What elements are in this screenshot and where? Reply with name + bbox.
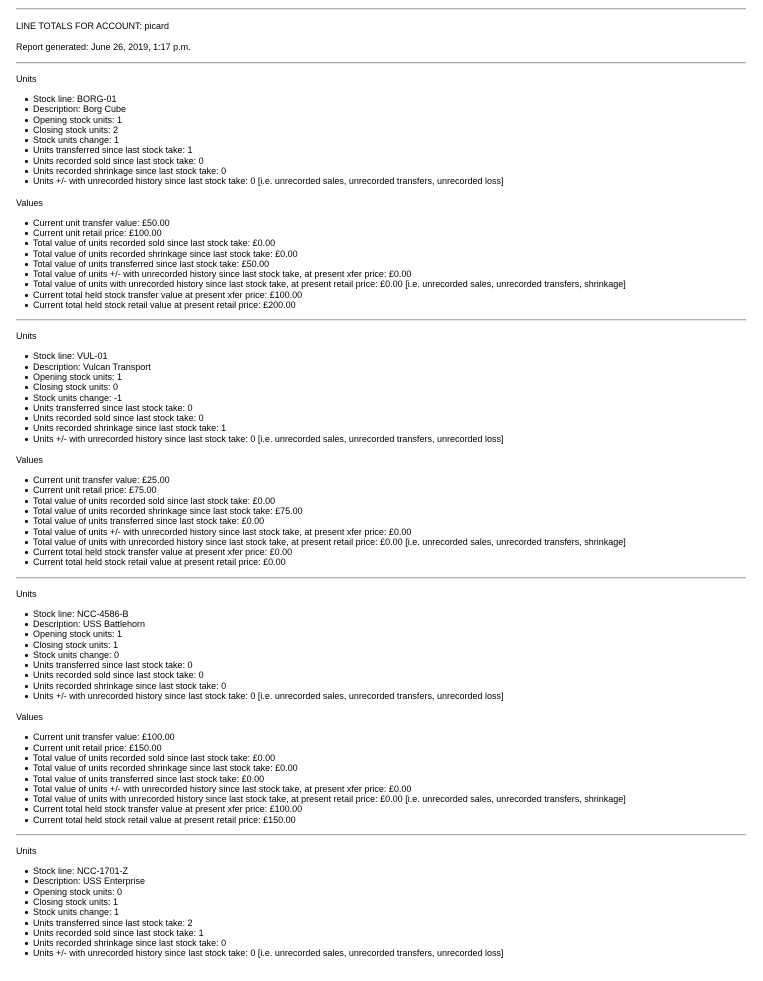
list-item: Total value of units with unrecorded history since last stock take, at present retail price: £0.00 [i.e. unrecorded sales, unrecorded transfers, shrinkage]	[33, 537, 746, 547]
values-heading: Values	[16, 197, 43, 208]
list-item: Current unit transfer value: £100.00	[33, 732, 746, 742]
list-item: Units recorded shrinkage since last stock take: 1	[33, 423, 746, 433]
list-item: Total value of units transferred since last stock take: £0.00	[33, 774, 746, 784]
stock-line-block	[16, 589, 746, 825]
values-heading: Values	[16, 455, 43, 466]
list-item: Current unit transfer value: £25.00	[33, 475, 746, 485]
units-heading: Units	[16, 846, 37, 857]
units-heading: Units	[16, 331, 37, 342]
list-item: Units transferred since last stock take: 1	[33, 145, 746, 155]
report-generated-date: Report generated: June 26, 2019, 1:17 p.m.	[16, 42, 191, 52]
report-title: LINE TOTALS FOR ACCOUNT: picard	[16, 21, 170, 31]
list-item: Opening stock units: 1	[33, 115, 746, 125]
list-item: Description: Borg Cube	[33, 104, 746, 114]
list-item: Current total held stock retail value at present retail price: £0.00	[33, 557, 746, 567]
units-heading: Units	[16, 588, 37, 599]
list-item: Description: USS Battlehorn	[33, 619, 746, 629]
list-item: Current total held stock retail value at present retail price: £150.00	[33, 815, 746, 825]
stock-line-blocks	[16, 62, 746, 959]
list-item: Units transferred since last stock take: 2	[33, 918, 746, 928]
stock-line-block	[16, 331, 746, 567]
list-item: Total value of units recorded shrinkage since last stock take: £0.00	[33, 249, 746, 259]
section-divider	[16, 834, 746, 836]
list-item: Total value of units +/- with unrecorded history since last stock take, at present xfer price: £0.00	[33, 784, 746, 794]
list-item: Stock line: VUL-01	[33, 351, 746, 361]
list-item: Current unit retail price: £150.00	[33, 743, 746, 753]
units-list	[16, 94, 746, 187]
list-item: Total value of units recorded shrinkage since last stock take: £0.00	[33, 763, 746, 773]
list-item: Stock line: NCC-4586-B	[33, 609, 746, 619]
list-item: Stock units change: -1	[33, 393, 746, 403]
list-item: Current unit transfer value: £50.00	[33, 218, 746, 228]
list-item: Units recorded shrinkage since last stock take: 0	[33, 166, 746, 176]
list-item: Stock units change: 0	[33, 650, 746, 660]
list-item: Units +/- with unrecorded history since last stock take: 0 [i.e. unrecorded sales, unrecorded transfers, unrecorded loss]	[33, 176, 746, 186]
top-divider	[16, 8, 746, 10]
list-item: Current total held stock transfer value at present xfer price: £100.00	[33, 290, 746, 300]
list-item: Stock units change: 1	[33, 135, 746, 145]
list-item: Opening stock units: 1	[33, 372, 746, 382]
list-item: Units +/- with unrecorded history since last stock take: 0 [i.e. unrecorded sales, unrecorded transfers, unrecorded loss]	[33, 948, 746, 958]
section-divider	[16, 62, 746, 64]
units-list	[16, 609, 746, 702]
units-heading: Units	[16, 74, 37, 84]
list-item: Current total held stock transfer value at present xfer price: £0.00	[33, 547, 746, 557]
list-item: Total value of units recorded sold since last stock take: £0.00	[33, 753, 746, 763]
section-divider	[16, 577, 746, 579]
units-list	[16, 866, 746, 959]
values-heading: Values	[16, 712, 43, 723]
list-item: Units transferred since last stock take: 0	[33, 660, 746, 670]
values-list	[16, 475, 746, 568]
stock-line-block	[16, 74, 746, 310]
list-item: Units recorded sold since last stock take: 0	[33, 670, 746, 680]
list-item: Closing stock units: 1	[33, 897, 746, 907]
list-item: Closing stock units: 0	[33, 382, 746, 392]
list-item: Closing stock units: 2	[33, 125, 746, 135]
list-item: Total value of units transferred since last stock take: £50.00	[33, 259, 746, 269]
list-item: Stock line: NCC-1701-Z	[33, 866, 746, 876]
list-item: Total value of units recorded sold since last stock take: £0.00	[33, 496, 746, 506]
list-item: Units +/- with unrecorded history since last stock take: 0 [i.e. unrecorded sales, unrecorded transfers, unrecorded loss]	[33, 434, 746, 444]
stock-line-block	[16, 846, 746, 959]
list-item: Total value of units +/- with unrecorded history since last stock take, at present xfer price: £0.00	[33, 269, 746, 279]
list-item: Units +/- with unrecorded history since last stock take: 0 [i.e. unrecorded sales, unrecorded transfers, unrecorded loss]	[33, 691, 746, 701]
list-item: Units recorded sold since last stock take: 0	[33, 156, 746, 166]
list-item: Closing stock units: 1	[33, 640, 746, 650]
list-item: Stock line: BORG-01	[33, 94, 746, 104]
list-item: Current unit retail price: £75.00	[33, 485, 746, 495]
list-item: Current total held stock transfer value at present xfer price: £100.00	[33, 804, 746, 814]
list-item: Total value of units recorded sold since last stock take: £0.00	[33, 238, 746, 248]
list-item: Description: Vulcan Transport	[33, 362, 746, 372]
list-item: Units recorded shrinkage since last stock take: 0	[33, 681, 746, 691]
list-item: Current unit retail price: £100.00	[33, 228, 746, 238]
list-item: Total value of units +/- with unrecorded history since last stock take, at present xfer price: £0.00	[33, 527, 746, 537]
list-item: Opening stock units: 0	[33, 887, 746, 897]
list-item: Opening stock units: 1	[33, 629, 746, 639]
list-item: Units transferred since last stock take: 0	[33, 403, 746, 413]
list-item: Total value of units transferred since last stock take: £0.00	[33, 516, 746, 526]
report-page	[16, 8, 746, 970]
list-item: Stock units change: 1	[33, 907, 746, 917]
list-item: Total value of units recorded shrinkage since last stock take: £75.00	[33, 506, 746, 516]
list-item: Description: USS Enterprise	[33, 876, 746, 886]
list-item: Units recorded shrinkage since last stock take: 0	[33, 938, 746, 948]
list-item: Current total held stock retail value at present retail price: £200.00	[33, 300, 746, 310]
units-list	[16, 351, 746, 444]
section-divider	[16, 319, 746, 321]
list-item: Units recorded sold since last stock take: 0	[33, 413, 746, 423]
list-item: Units recorded sold since last stock take: 1	[33, 928, 746, 938]
values-list	[16, 732, 746, 825]
list-item: Total value of units with unrecorded history since last stock take, at present retail price: £0.00 [i.e. unrecorded sales, unrecorded transfers, shrinkage]	[33, 279, 746, 289]
list-item: Total value of units with unrecorded history since last stock take, at present retail price: £0.00 [i.e. unrecorded sales, unrecorded transfers, shrinkage]	[33, 794, 746, 804]
values-list	[16, 218, 746, 311]
